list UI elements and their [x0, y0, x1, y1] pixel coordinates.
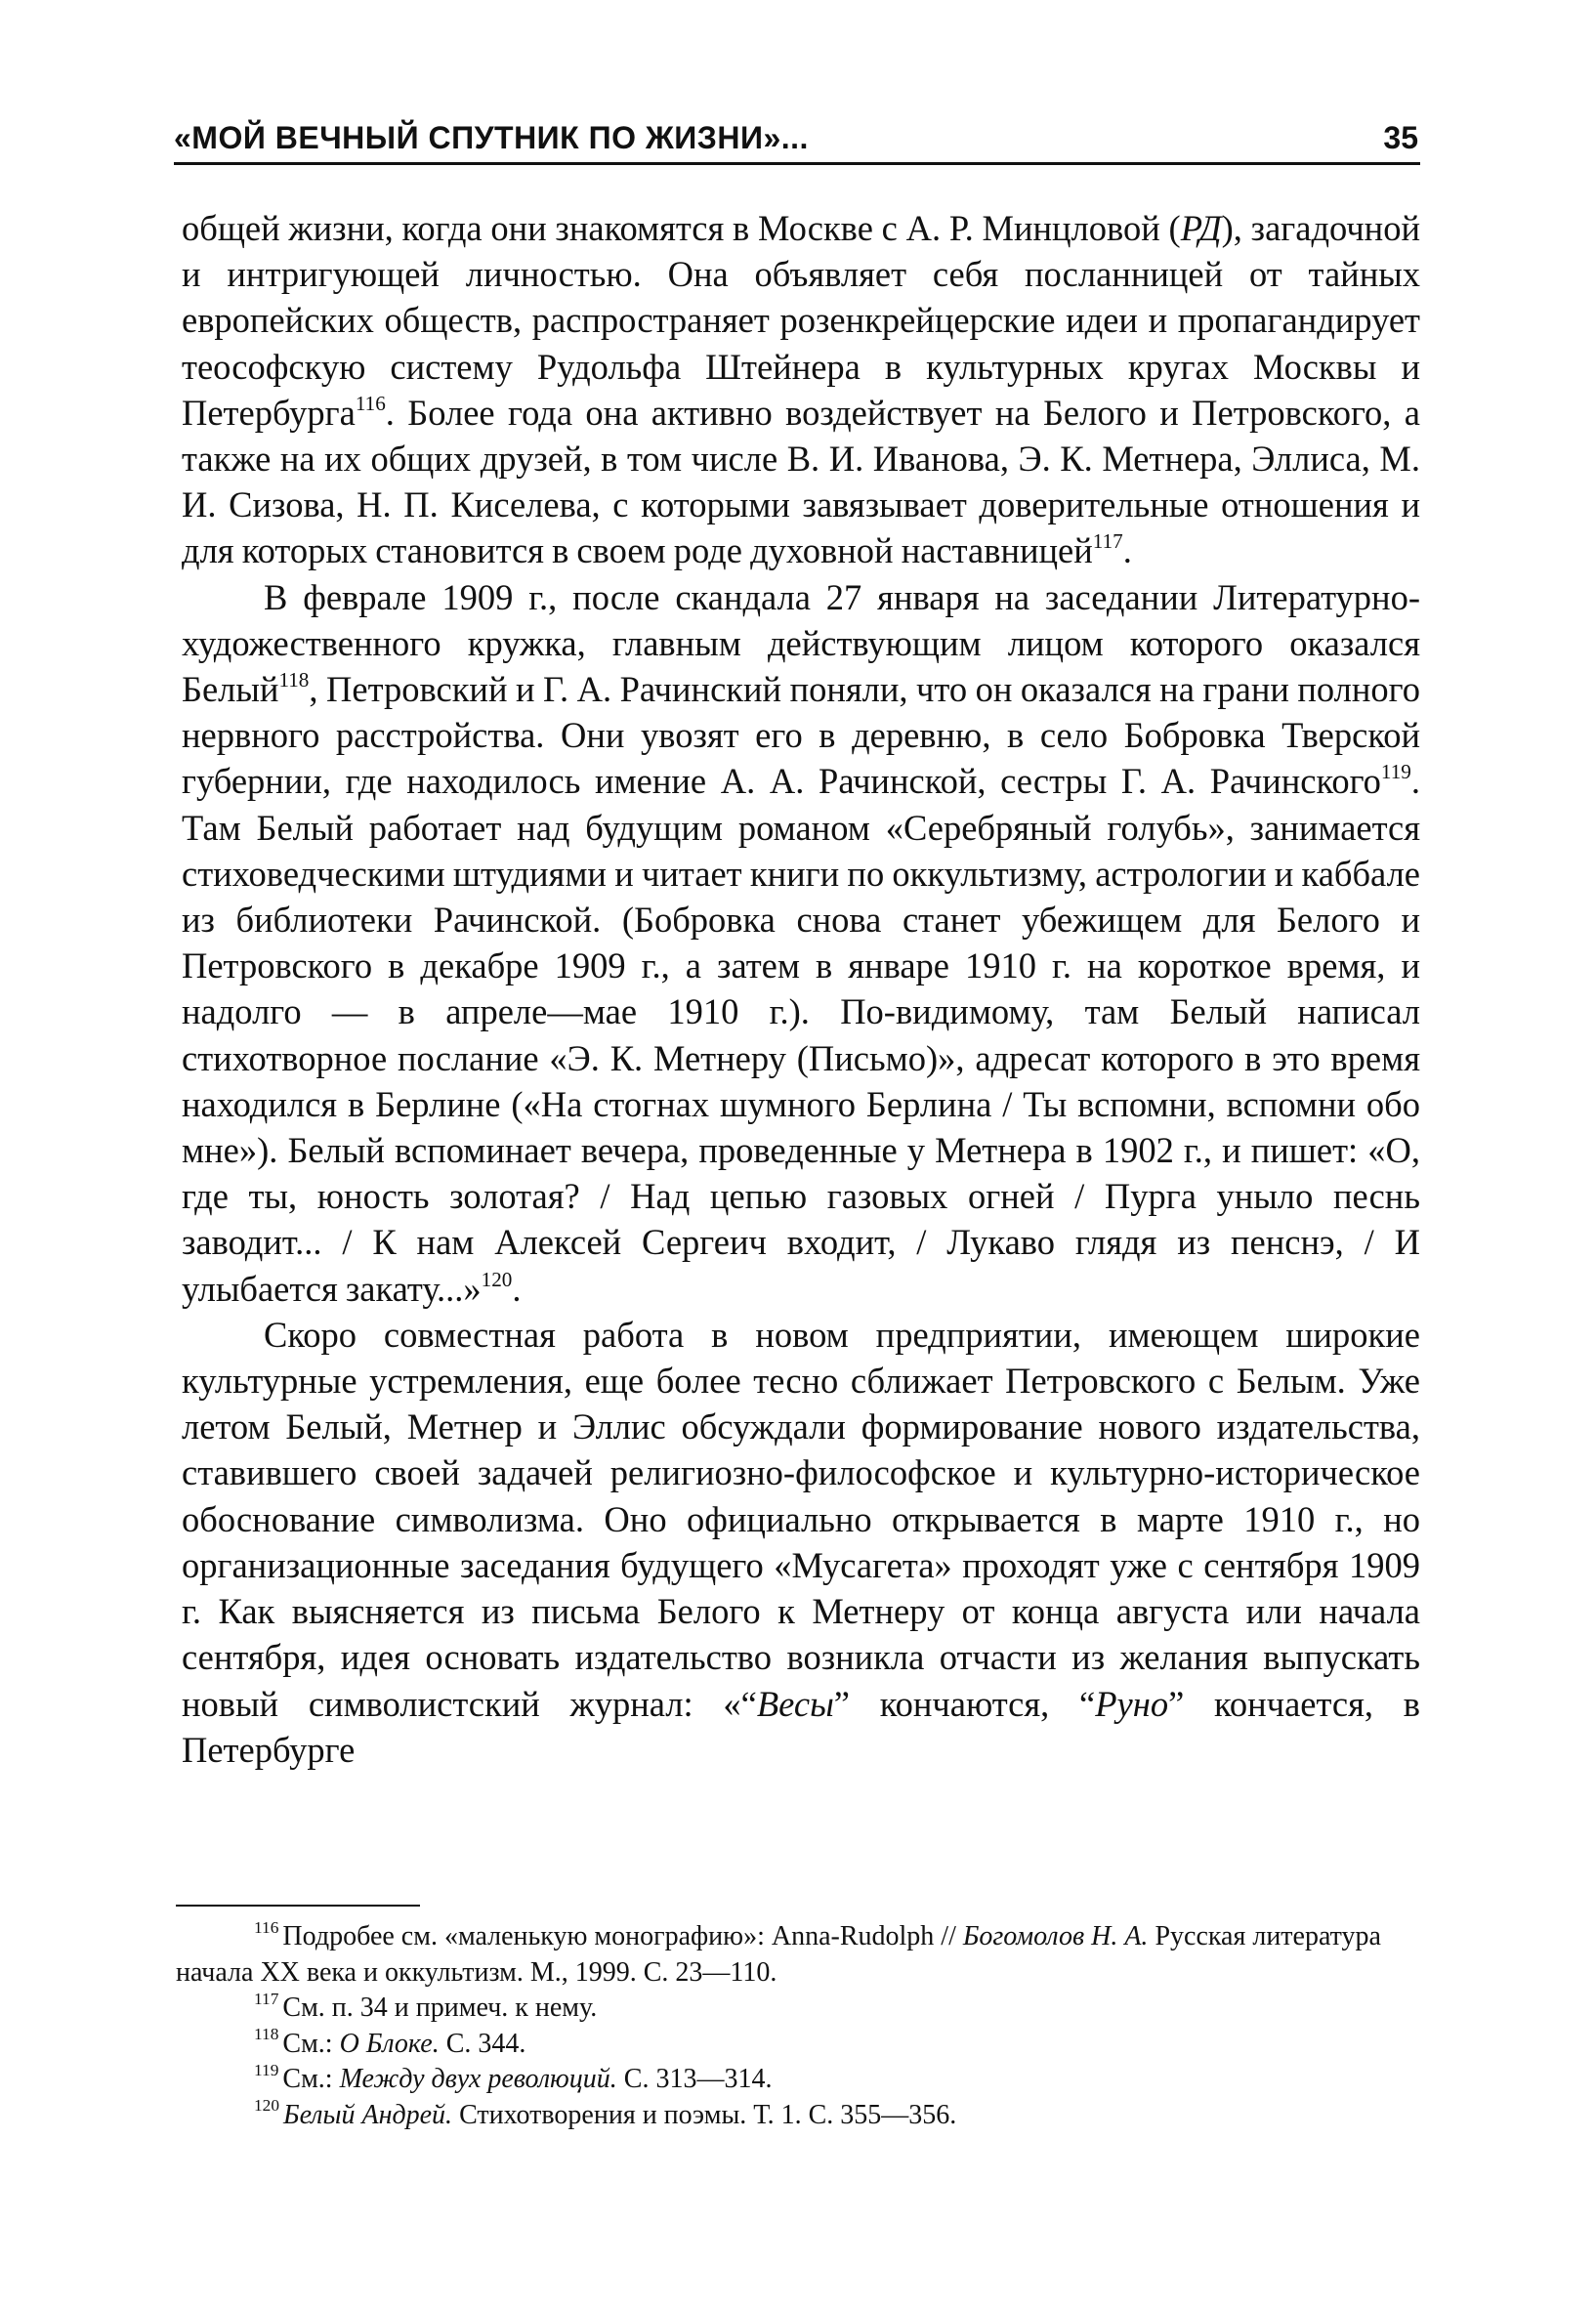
page-number: 35 [1383, 120, 1418, 155]
footnote-116: $^{116}$ Подробее см. «маленькую монографию»: Anna-Rudolph // Богомолов Н. А. Русская литература начала XX века и оккультизм. М., 1999. С. 23—110. [176, 1917, 1381, 1988]
footnotes [176, 1919, 1420, 2133]
body-text [182, 205, 1420, 1773]
footnote-ref-116[interactable]: 116 [355, 392, 386, 415]
running-header [174, 115, 1420, 165]
paragraph-3: Скоро совместная работа в новом предприятии, имеющем широкие культурные устремления, еще более тесно сближает Петровского с Белым. Уже летом Белый, Метнер и Эллис обсуждали формирование нового издательства, ставившего своей задачей религиозно-философское и культурно-историческое обоснование символизма. Оно официально открывается в марте 1910 г., но организационные заседания будущего «Мусагета» проходят уже с сентября 1909 г. Как выясняется из письма Белого к Метнеру от конца августа или начала сентября, идея основать издательство возникла отчасти из желания выпускать новый символистский журнал: «“Весы” кончаются, “Руно” кончается, в Петербурге [182, 1314, 1420, 1770]
footnote-separator [176, 1905, 420, 1907]
italic-title-runo: Руно [1095, 1683, 1169, 1724]
footnote-ref-117[interactable]: 117 [1092, 529, 1123, 554]
footnote-118: $^{118}$ См.: О Блоке. С. 344. [254, 2025, 526, 2059]
footnote-120: $^{120}$ Белый Андрей. Стихотворения и поэмы. Т. 1. С. 355—356. [254, 2096, 957, 2130]
footnote-ref-118[interactable]: 118 [278, 668, 310, 692]
paragraph-1: общей жизни, когда они знакомятся в Москве с А. Р. Минцловой (РД), загадочной и интригующей личностью. Она объявляет себя посланницей от тайных европейских обществ, распространяет розенкрейцерские идеи и пропагандирует теософскую систему Рудольфа Штейнера в культурных кругах Москвы и Петербурга$^{116}$. Более года она активно воздействует на Белого и Петровского, а также на их общих друзей, в том числе В. И. Иванова, Э. К. Метнера, Эллиса, М. И. Сизова, Н. П. Киселева, с которыми завязывает доверительные отношения и для которых становится в своем роде духовной наставницей$^{117}$. [182, 208, 1420, 571]
paragraph-2: В феврале 1909 г., после скандала 27 января на заседании Литературно-художественного кружка, главным действующим лицом которого оказался Белый$^{118}$, Петровский и Г. А. Рачинский поняли, что он оказался на грани полного нервного расстройства. Они увозят его в деревню, в село Бобровка Тверской губернии, где находилось имение А. А. Рачинской, сестры Г. А. Рачинского$^{119}$. Там Белый работает над будущим романом «Серебряный голубь», занимается стиховедческими штудиями и читает книги по оккультизму, астрологии и каббале из библиотеки Рачинской. (Бобровка снова станет убежищем для Белого и Петровского в декабре 1909 г., а затем в январе 1910 г. на короткое время, и надолго — в апреле—мае 1910 г.). По-видимому, там Белый написал стихотворное послание «Э. К. Метнеру (Письмо)», адресат которого в это время находился в Берлине («На стогнах шумного Берлина / Ты вспомни, вспомни обо мне»). Белый вспоминает вечера, проведенные у Метнера в 1902 г., и пишет: «О, где ты, юность золотая? / Над цепью газовых огней / Пурга уныло песнь заводит... / К нам Алексей Сергеич входит, / Лукаво глядя из пенснэ, / И улыбается закату...»$^{120}$. [182, 576, 1420, 1309]
footnote-ref-120[interactable]: 120 [481, 1267, 513, 1291]
running-title: «МОЙ ВЕЧНЫЙ СПУТНИК ПО ЖИЗНИ»... [174, 120, 809, 155]
footnote-117: $^{117}$ См. п. 34 и примеч. к нему. [254, 1989, 598, 2023]
italic-title-vesy: Весы [756, 1683, 834, 1724]
footnote-ref-119[interactable]: 119 [1380, 760, 1411, 784]
footnote-119: $^{119}$ См.: Между двух революций. С. 313—314. [254, 2060, 773, 2094]
italic-abbrev: РД [1180, 208, 1222, 248]
